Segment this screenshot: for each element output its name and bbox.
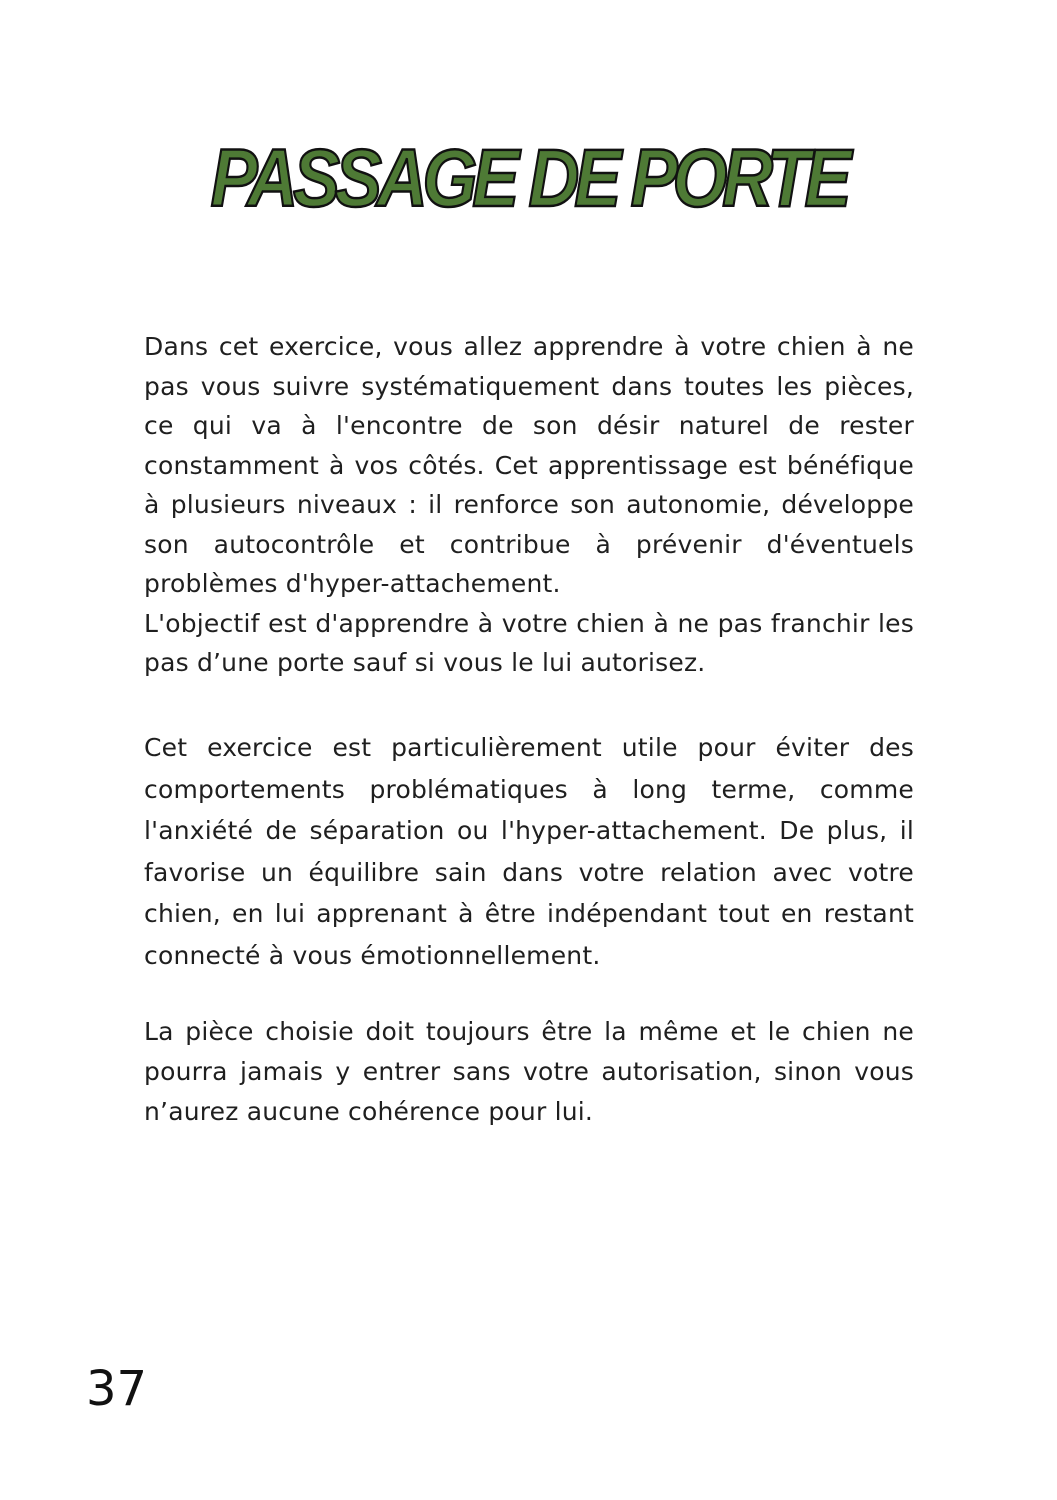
page-title: PASSAGE DE PORTE	[210, 133, 847, 224]
intro-paragraph	[144, 327, 914, 683]
benefits-paragraph: Cet exercice est particulièrement utile pour éviter des comportements problématiques à long terme, comme l'anxiété de séparation ou l'hyper-attachement. De plus, il favorise un équilibre sain dans votre relation avec votre chien, en lui apprenant à être indépendant tout en restant connecté à vous émotionnellement.	[144, 733, 914, 970]
objective-sentence: L'objectif est d'apprendre à votre chien à ne pas franchir les pas d’une porte sauf si vous le lui autorisez.	[144, 608, 914, 677]
page-number: 37	[86, 1361, 148, 1417]
intro-sentence: Dans cet exercice, vous allez apprendre à votre chien à ne pas vous suivre systématiquement dans toutes les pièces, ce qui va à l'encontre de son désir naturel de rester constamment à vos côtés. Cet apprentissage est bénéfique à plusieurs niveaux : il renforce son autonomie, développe son autocontrôle et contribue à prévenir d'éventuels problèmes d'hyper-attachement.	[144, 332, 914, 598]
rule-paragraph: La pièce choisie doit toujours être la même et le chien ne pourra jamais y entrer sans votre autorisation, sinon vous n’aurez aucune cohérence pour lui.	[144, 1017, 914, 1126]
